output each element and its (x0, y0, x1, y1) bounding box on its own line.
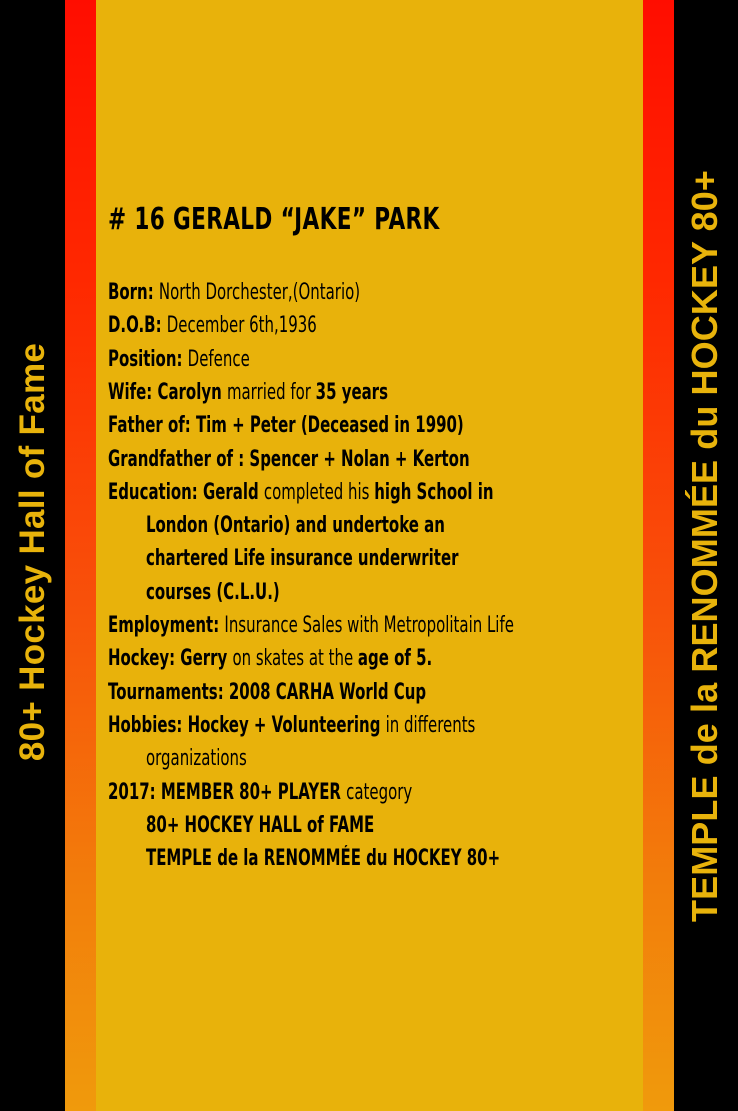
detail-value: December 6th,1936 (166, 313, 317, 339)
detail-line (108, 347, 250, 372)
detail-label: Father of: Tim + Peter (Deceased in 1990) (108, 413, 464, 439)
detail-label: D.O.B: (108, 313, 167, 339)
detail-value: on skates at the (232, 646, 358, 672)
detail-label: age of 5. (357, 646, 433, 672)
detail-value: Defence (187, 346, 250, 372)
detail-value: completed his (263, 479, 375, 505)
detail-line (146, 746, 247, 771)
right-red-band (643, 0, 674, 1111)
detail-value: in differents (385, 712, 476, 738)
detail-label: Hockey: Gerry (108, 646, 233, 672)
detail-line (108, 447, 470, 472)
detail-label: Born: (108, 280, 159, 305)
detail-value: Insurance Sales with Metropolitain Life (224, 613, 514, 638)
detail-line (146, 513, 445, 538)
detail-line (108, 680, 426, 705)
detail-value: married for (226, 379, 316, 405)
right-vertical-caption: TEMPLE de la RENOMMÉE du HOCKEY 80+ (684, 170, 725, 922)
detail-label: Position: (108, 346, 188, 372)
detail-label: 2017: MEMBER 80+ PLAYER (108, 779, 347, 805)
detail-line (108, 613, 514, 638)
player-title: # 16 GERALD “JAKE” PARK (108, 202, 440, 237)
detail-line (146, 546, 458, 571)
detail-line (146, 846, 500, 871)
detail-label: London (Ontario) and undertoke an (146, 513, 445, 539)
detail-value: category (346, 779, 413, 805)
detail-label: chartered Life insurance underwriter (146, 546, 459, 572)
left-red-band (65, 0, 96, 1111)
detail-label: 35 years (315, 379, 388, 405)
detail-label: courses (C.L.U.) (146, 579, 280, 605)
detail-line (108, 413, 464, 438)
detail-line (108, 713, 475, 738)
detail-value: North Dorchester,(Ontario) (158, 280, 361, 305)
detail-line (108, 646, 432, 671)
detail-label: Employment: (108, 613, 225, 638)
detail-label: 80+ HOCKEY HALL of FAME (146, 812, 375, 838)
detail-line (108, 380, 388, 405)
detail-label: Wife: Carolyn (108, 379, 227, 405)
detail-label: Education: Gerald (108, 479, 264, 505)
left-vertical-caption: 80+ Hockey Hall of Fame (13, 342, 52, 762)
detail-value: organizations (146, 746, 247, 772)
detail-line (146, 813, 374, 838)
detail-line (108, 780, 412, 805)
detail-label: Grandfather of : Spencer + Nolan + Kerton (108, 446, 470, 472)
detail-label: Tournaments: 2008 CARHA World Cup (108, 679, 427, 705)
detail-label: TEMPLE de la RENOMMÉE du HOCKEY 80+ (146, 846, 501, 872)
detail-label: Hobbies: Hockey + Volunteering (108, 712, 386, 738)
detail-line (108, 480, 494, 505)
detail-line (108, 280, 360, 305)
detail-line (146, 580, 280, 605)
detail-label: high School in (374, 479, 494, 505)
detail-line (108, 313, 317, 338)
